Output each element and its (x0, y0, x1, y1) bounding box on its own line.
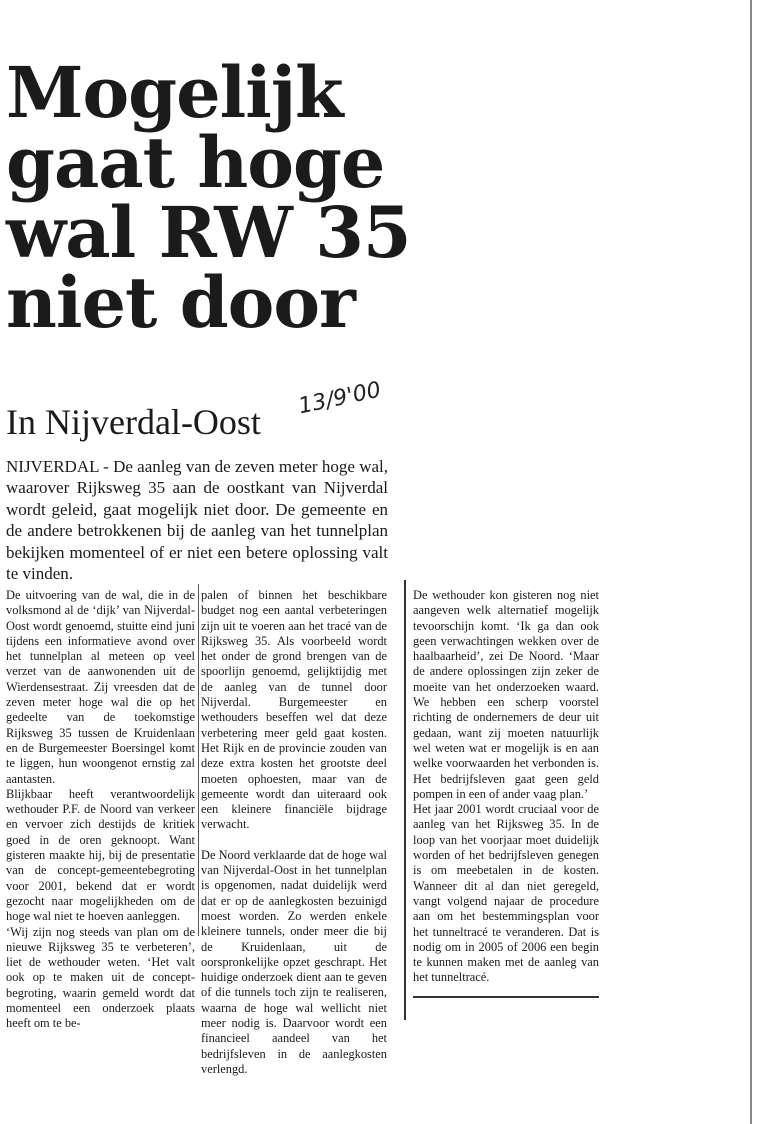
article-column-1 (6, 588, 195, 1032)
column-3-paragraph-2: Het jaar 2001 wordt cruciaal voor de aanleg van het Rijksweg 35. In de loop van het voorjaar moet duidelijk worden of het bedrijfsleven genegen is om meebetalen in de kosten. Wanneer dit al dan niet geregeld, vangt volgend najaar de procedure aan om het bestemmingsplan voor het tunneltracé te veranderen. Dat is nodig om in 2005 of 2006 een begin te kunnen maken met de aanleg van het tunneltracé. (413, 802, 599, 985)
handwritten-date: 13/9'00 (296, 377, 384, 420)
article-column-2 (201, 588, 387, 1077)
column-divider-2 (404, 580, 406, 1020)
article-column-3 (413, 588, 599, 986)
column-2-paragraph-2: De Noord verklaarde dat de hoge wal van Nijverdal-Oost in het tunnelplan is opgenomen, nadat duidelijk werd dat er op de aanlegkosten bezuinigd moest worden. Zo werden enkele kleinere tunnels, onder meer die bij de Kruidenlaan, uit de oorspronkelijke opzet geschrapt. Het huidige onderzoek dient aan te geven of die tunnels toch zijn te realiseren, waarna de hoge wal wellicht niet meer nodig is. Daarvoor wordt een financieel aandeel van het bedrijfsleven in de aanlegkosten verlengd. (201, 847, 387, 1076)
headline-line-1: Mogelijk (6, 51, 343, 134)
headline-line-2: gaat hoge (6, 121, 385, 204)
column-1-paragraph-3: ‘Wij zijn nog steeds van plan om de nieuwe Rijksweg 35 te verbeteren’, liet de wethouder weten. ‘Het valt ook op te maken uit de concept-begroting, waarin gemeld wordt dat momenteel een onderzoek plaats heeft om te be- (6, 924, 195, 1031)
article-end-rule (413, 996, 599, 998)
headline (6, 51, 426, 344)
lead-paragraph: NIJVERDAL - De aanleg van de zeven meter hoge wal, waarover Rijksweg 35 aan de oostkant van Nijverdal wordt geleid, gaat mogelijk niet door. De gemeente en de andere betrokkenen bij de aanleg van het tunnelplan bekijken momenteel of er niet een betere oplossing valt te vinden. (6, 457, 388, 584)
headline-line-3: wal RW 35 (6, 191, 411, 274)
column-1-paragraph-1: De uitvoering van de wal, die in de volksmond al de ‘dijk’ van Nijverdal-Oost wordt genoemd, stuitte eind juni tijdens een informatieve avond over het tunnelplan al meteen op veel verzet van de aanwonenden uit de Wierdensestraat. Zij vreesden dat de zeven meter hoge wal die op het gedeelte van de toekomstige Rijksweg 35 tussen de Kruidenlaan en de Burgemeester Boersingel komt te liggen, hun woongenot ernstig zal aantasten. (6, 588, 195, 786)
column-divider-1 (198, 584, 199, 936)
headline-line-4: niet door (6, 261, 355, 344)
column-3-paragraph-1: De wethouder kon gisteren nog niet aangeven welk alternatief mogelijk tevoorschijn komt. ‘Ik ga dan ook geen verwachtingen wekken over de haalbaarheid’, zei De Noord. ‘Maar de andere oplossingen zijn zeker de moeite van het onderzoeken waard. We hebben een scherp voorstel richting de ondernemers de deur uit gedaan, want zij moeten natuurlijk wel weten wat er mogelijk is en aan welke voorwaarden het verbonden is. Het bedrijfsleven gaat geen geld pompen in een of ander vaag plan.’ (413, 588, 599, 801)
column-2-paragraph-1: palen of binnen het beschikbare budget nog een aantal verbeteringen zijn uit te voeren aan het tracé van de Rijksweg 35. Als voorbeeld wordt het onder de grond brengen van de spoorlijn genoemd, gelijktijdig met de aanleg van de tunnel door Nijverdal. Burgemeester en wethouders beseffen wel dat deze verbetering meer geld gaat kosten. Het Rijk en de provincie zouden van deze extra kosten het grootste deel moeten ophoesten, maar van de gemeente wordt dan uiteraard ook een kleinere financiële bijdrage verwacht. (201, 588, 387, 832)
scan-edge (750, 0, 752, 1124)
subheadline: In Nijverdal-Oost (6, 402, 261, 442)
column-1-paragraph-2: Blijkbaar heeft verantwoordelijk wethouder P.F. de Noord van verkeer en vervoer zich destijds de kritiek goed in de oren geknoopt. Want gisteren maakte hij, bij de presentatie van de concept-gemeentebegroting voor 2001, bekend dat er wordt gezocht naar mogelijkheden om de hoge wal niet te hoeven aanleggen. (6, 786, 195, 924)
